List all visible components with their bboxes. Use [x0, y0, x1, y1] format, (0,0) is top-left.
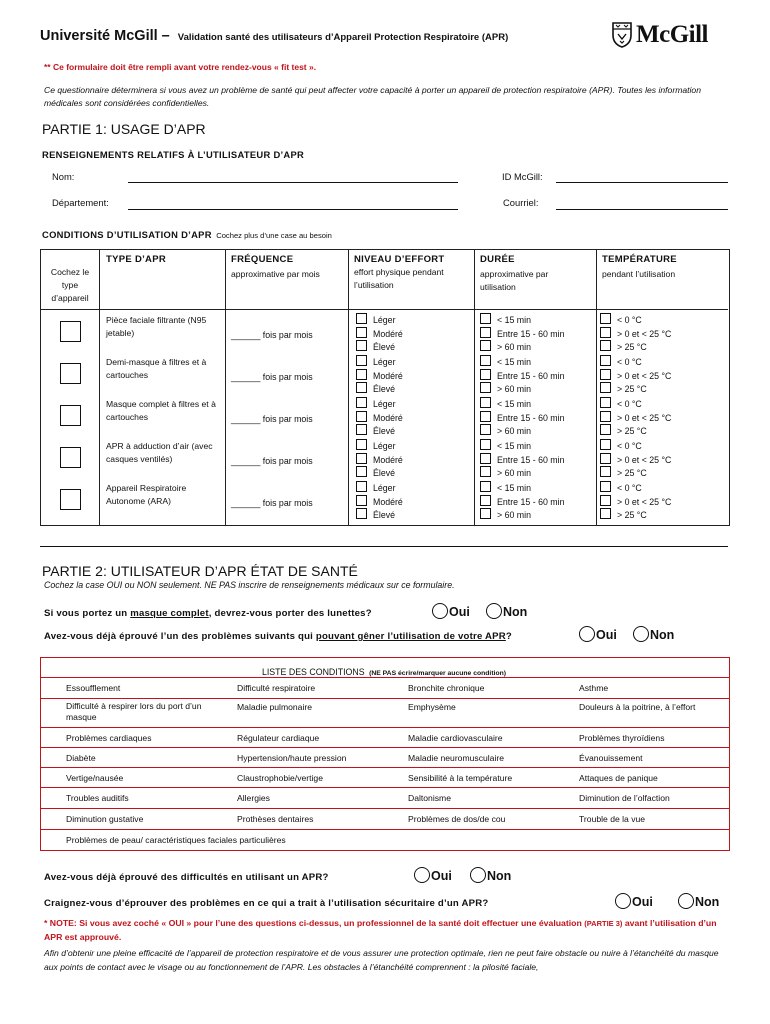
- conditions-header-label: LISTE DES CONDITIONS: [261, 667, 365, 677]
- temperature-checkbox[interactable]: [600, 453, 611, 464]
- effort-label: Léger: [373, 441, 396, 451]
- q3-oui-option[interactable]: [414, 867, 452, 885]
- q1-oui-radio[interactable]: [432, 603, 448, 619]
- duree-option[interactable]: [480, 466, 531, 481]
- condition-item: Bronchite chronique: [408, 683, 485, 693]
- effort-label: Léger: [373, 483, 396, 493]
- effort-option[interactable]: [356, 382, 395, 397]
- frequency-field[interactable]: ______ fois par mois: [231, 330, 313, 340]
- q4-non-radio[interactable]: [678, 893, 694, 909]
- device-type-label: Masque complet à filtres et à cartouches: [106, 399, 216, 422]
- duree-checkbox[interactable]: [480, 397, 491, 408]
- col-type: TYPE D’APR: [106, 254, 167, 265]
- effort-label: Modéré: [373, 496, 403, 507]
- condition-item: Diminution gustative: [66, 814, 144, 824]
- condition-item: Essoufflement: [66, 683, 121, 693]
- duree-label: Entre 15 - 60 min: [497, 454, 565, 465]
- condition-item: Trouble de la vue: [579, 814, 646, 824]
- effort-option[interactable]: [356, 495, 403, 510]
- form-title: [40, 28, 508, 44]
- q2-non-label: Non: [650, 628, 675, 642]
- frequency-field[interactable]: ______ fois par mois: [231, 414, 313, 424]
- conditions-table-header: [40, 662, 728, 680]
- temperature-option[interactable]: [600, 369, 671, 384]
- duree-label: > 60 min: [497, 468, 531, 478]
- note-main: * NOTE: Si vous avez coché « OUI » pour l’une des questions ci-dessus, un professionnel de la santé doit effectuer une évaluation: [44, 918, 582, 928]
- dept-field[interactable]: [128, 209, 458, 210]
- mcgill-crest-icon: [612, 22, 632, 48]
- device-checkbox[interactable]: [60, 405, 81, 426]
- user-info-heading: RENSEIGNEMENTS RELATIFS À L’UTILISATEUR D’APR: [42, 149, 305, 160]
- duree-label: Entre 15 - 60 min: [497, 328, 565, 339]
- effort-option[interactable]: [356, 439, 396, 454]
- duree-label: > 60 min: [497, 426, 531, 436]
- duree-label: < 15 min: [497, 357, 531, 367]
- nom-field[interactable]: [128, 182, 458, 183]
- duree-checkbox[interactable]: [480, 481, 491, 492]
- temperature-checkbox[interactable]: [600, 411, 611, 422]
- temperature-label: < 0 °C: [617, 483, 642, 493]
- temperature-checkbox[interactable]: [600, 424, 611, 435]
- effort-option[interactable]: [356, 481, 396, 496]
- temperature-label: < 0 °C: [617, 399, 642, 409]
- condition-item: Prothèses dentaires: [237, 814, 314, 824]
- device-checkbox[interactable]: [60, 321, 81, 342]
- effort-label: Léger: [373, 315, 396, 325]
- conditions-header-note: (NE PAS écrire/marquer aucune condition): [369, 670, 507, 677]
- question-problems: [44, 631, 512, 642]
- temperature-label: > 25 °C: [617, 384, 647, 394]
- q2-non-option[interactable]: [633, 626, 674, 644]
- temperature-checkbox[interactable]: [600, 327, 611, 338]
- duree-option[interactable]: [480, 439, 531, 454]
- effort-label: Élevé: [373, 426, 396, 436]
- duree-checkbox[interactable]: [480, 313, 491, 324]
- col-frequence-sub: approximative par mois: [231, 269, 320, 279]
- temperature-checkbox[interactable]: [600, 481, 611, 492]
- temperature-checkbox[interactable]: [600, 439, 611, 450]
- effort-label: Modéré: [373, 328, 403, 339]
- condition-item: Allergies: [237, 793, 270, 803]
- effort-option[interactable]: [356, 313, 396, 328]
- duree-option[interactable]: [480, 424, 531, 439]
- effort-checkbox[interactable]: [356, 382, 367, 393]
- duree-option[interactable]: [480, 495, 564, 510]
- temperature-label: > 0 et < 25 °C: [617, 412, 672, 423]
- q2-oui-radio[interactable]: [579, 626, 595, 642]
- frequency-field[interactable]: ______ fois par mois: [231, 498, 313, 508]
- effort-option[interactable]: [356, 327, 403, 342]
- duree-option[interactable]: [480, 481, 531, 496]
- effort-label: Modéré: [373, 412, 403, 423]
- conditions-title: CONDITIONS D’UTILISATION D’APR: [42, 229, 212, 240]
- q1-text-underlined: masque complet: [130, 608, 209, 619]
- condition-item: Troubles auditifs: [66, 793, 129, 803]
- q2-non-radio[interactable]: [633, 626, 649, 642]
- effort-option[interactable]: [356, 424, 395, 439]
- effort-option[interactable]: [356, 355, 396, 370]
- temperature-label: > 0 et < 25 °C: [617, 328, 672, 339]
- col-temperature: TEMPÉRATURE: [602, 254, 677, 265]
- effort-checkbox[interactable]: [356, 369, 367, 380]
- effort-checkbox[interactable]: [356, 327, 367, 338]
- duree-checkbox[interactable]: [480, 466, 491, 477]
- duree-checkbox[interactable]: [480, 340, 491, 351]
- temperature-label: > 25 °C: [617, 510, 647, 520]
- condition-item: Problèmes thyroïdiens: [579, 733, 665, 743]
- col-effort: NIVEAU D’EFFORT: [354, 254, 445, 265]
- effort-checkbox[interactable]: [356, 466, 367, 477]
- dept-label: Département:: [52, 197, 109, 208]
- duree-checkbox[interactable]: [480, 411, 491, 422]
- q2-text-post: ?: [505, 631, 512, 642]
- effort-checkbox[interactable]: [356, 453, 367, 464]
- temperature-option[interactable]: [600, 397, 642, 412]
- effort-label: Modéré: [373, 370, 403, 381]
- duree-checkbox[interactable]: [480, 439, 491, 450]
- col-duree: DURÉE: [480, 254, 515, 265]
- effort-option[interactable]: [356, 369, 403, 384]
- temperature-checkbox[interactable]: [600, 508, 611, 519]
- q3-oui-radio[interactable]: [414, 867, 430, 883]
- duree-label: Entre 15 - 60 min: [497, 496, 565, 507]
- effort-label: Léger: [373, 357, 396, 367]
- effort-option[interactable]: [356, 411, 403, 426]
- id-label: ID McGill:: [502, 171, 543, 182]
- duree-label: > 60 min: [497, 342, 531, 352]
- question-glasses: [44, 608, 372, 619]
- temperature-option[interactable]: [600, 327, 671, 342]
- duree-label: < 15 min: [497, 399, 531, 409]
- effort-checkbox[interactable]: [356, 495, 367, 506]
- part2-title: PARTIE 2: UTILISATEUR D’APR ÉTAT DE SANTÉ: [42, 563, 358, 579]
- q3-non-label: Non: [487, 869, 512, 883]
- temperature-checkbox[interactable]: [600, 495, 611, 506]
- q2-text-pre: Avez-vous déjà éprouvé l’un des problèmes suivants qui: [44, 631, 316, 642]
- logo-wordmark: McGill: [636, 21, 708, 48]
- duree-option[interactable]: [480, 327, 564, 342]
- condition-item: Sensibilité à la température: [408, 773, 513, 783]
- form-subtitle: Validation santé des utilisateurs d’Appareil Protection Respiratoire (APR): [177, 32, 509, 43]
- condition-item: Problèmes de dos/de cou: [408, 814, 506, 824]
- condition-item: Attaques de panique: [579, 773, 658, 783]
- duree-option[interactable]: [480, 369, 564, 384]
- q4-non-label: Non: [695, 895, 720, 909]
- duree-option[interactable]: [480, 411, 564, 426]
- q1-text-pre: Si vous portez un: [44, 608, 131, 619]
- condition-item: Douleurs à la poitrine, à l’effort: [579, 702, 696, 712]
- condition-item: Difficulté à respirer lors du port d’un masque: [66, 701, 202, 722]
- condition-item: Emphysème: [408, 702, 456, 712]
- duree-label: Entre 15 - 60 min: [497, 412, 565, 423]
- university-name: Université McGill –: [40, 28, 174, 44]
- courriel-field[interactable]: [556, 209, 728, 210]
- device-type-label: Pièce faciale filtrante (N95 jetable): [106, 315, 207, 338]
- condition-item: Problèmes cardiaques: [66, 733, 152, 743]
- device-checkbox[interactable]: [60, 447, 81, 468]
- q1-oui-label: Oui: [449, 605, 470, 619]
- temperature-label: > 0 et < 25 °C: [617, 454, 672, 465]
- q4-oui-label: Oui: [632, 895, 653, 909]
- effort-option[interactable]: [356, 453, 403, 468]
- duree-label: > 60 min: [497, 384, 531, 394]
- temperature-option[interactable]: [600, 466, 647, 481]
- effort-checkbox[interactable]: [356, 439, 367, 450]
- q2-oui-option[interactable]: [579, 626, 617, 644]
- temperature-checkbox[interactable]: [600, 466, 611, 477]
- conditions-heading: [42, 225, 332, 243]
- temperature-option[interactable]: [600, 411, 671, 426]
- duree-checkbox[interactable]: [480, 382, 491, 393]
- effort-checkbox[interactable]: [356, 313, 367, 324]
- duree-checkbox[interactable]: [480, 369, 491, 380]
- temperature-checkbox[interactable]: [600, 340, 611, 351]
- effort-checkbox[interactable]: [356, 397, 367, 408]
- effort-checkbox[interactable]: [356, 481, 367, 492]
- duree-label: < 15 min: [497, 315, 531, 325]
- duree-option[interactable]: [480, 313, 531, 328]
- final-paragraph: Afin d’obtenir une pleine efficacité de l’appareil de protection respiratoire et de vous assurer une protection optimale, rien ne peut faire obstacle ou nuire à l’étanchéité du masque aux points de contact avec le visage ou au fonctionnement de l’APR. Les obstacles à l’étanchéité comprennent : la pilosité faciale,: [44, 948, 719, 972]
- condition-item: Évanouissement: [579, 753, 643, 763]
- temperature-label: < 0 °C: [617, 315, 642, 325]
- condition-item: Maladie cardiovasculaire: [408, 733, 503, 743]
- effort-checkbox[interactable]: [356, 508, 367, 519]
- condition-item: Maladie pulmonaire: [237, 702, 312, 712]
- q4-oui-radio[interactable]: [615, 893, 631, 909]
- condition-item: Daltonisme: [408, 793, 451, 803]
- condition-item: Claustrophobie/vertige: [237, 773, 323, 783]
- duree-checkbox[interactable]: [480, 327, 491, 338]
- q3-non-option[interactable]: [470, 867, 511, 885]
- effort-option[interactable]: [356, 508, 395, 523]
- q1-oui-option[interactable]: [432, 603, 470, 621]
- condition-item-last: Problèmes de peau/ caractéristiques faciales particulières: [66, 835, 286, 845]
- effort-option[interactable]: [356, 466, 395, 481]
- duree-option[interactable]: [480, 340, 531, 355]
- q3-non-radio[interactable]: [470, 867, 486, 883]
- id-field[interactable]: [556, 182, 728, 183]
- notice-text: ** Ce formulaire doit être rempli avant votre rendez-vous « fit test ».: [44, 62, 317, 72]
- q1-non-option[interactable]: [486, 603, 527, 621]
- duree-checkbox[interactable]: [480, 508, 491, 519]
- question-fears: Craignez-vous d’éprouver des problèmes en ce qui a trait à l’utilisation sécuritaire d’un APR?: [44, 898, 489, 909]
- temperature-label: > 0 et < 25 °C: [617, 370, 672, 381]
- temperature-option[interactable]: [600, 424, 647, 439]
- effort-checkbox[interactable]: [356, 411, 367, 422]
- effort-label: Élevé: [373, 384, 396, 394]
- temperature-label: < 0 °C: [617, 441, 642, 451]
- temperature-option[interactable]: [600, 340, 647, 355]
- duree-label: > 60 min: [497, 510, 531, 520]
- duree-option[interactable]: [480, 397, 531, 412]
- note-end: avant l’utilisation d’un APR est approuvé.: [44, 918, 717, 942]
- device-checkbox[interactable]: [60, 363, 81, 384]
- duree-option[interactable]: [480, 453, 564, 468]
- effort-checkbox[interactable]: [356, 340, 367, 351]
- temperature-checkbox[interactable]: [600, 369, 611, 380]
- condition-item: Régulateur cardiaque: [237, 733, 320, 743]
- effort-label: Élevé: [373, 468, 396, 478]
- device-type-label: Appareil Respiratoire Autonome (ARA): [106, 483, 187, 506]
- device-type-label: Demi-masque à filtres et à cartouches: [106, 357, 207, 380]
- duree-label: Entre 15 - 60 min: [497, 370, 565, 381]
- condition-item: Difficulté respiratoire: [237, 683, 316, 693]
- temperature-checkbox[interactable]: [600, 313, 611, 324]
- condition-item: Vertige/nausée: [66, 773, 124, 783]
- conditions-hint: Cochez plus d’une case au besoin: [216, 231, 332, 240]
- question-difficulties: Avez-vous déjà éprouvé des difficultés en utilisant un APR?: [44, 872, 329, 883]
- frequency-field[interactable]: ______ fois par mois: [231, 372, 313, 382]
- q1-non-radio[interactable]: [486, 603, 502, 619]
- duree-checkbox[interactable]: [480, 453, 491, 464]
- q2-text-underlined: pouvant gêner l’utilisation de votre APR: [315, 631, 506, 642]
- effort-option[interactable]: [356, 397, 396, 412]
- col-duree-sub: approximative par utilisation: [480, 269, 549, 292]
- temperature-label: < 0 °C: [617, 357, 642, 367]
- intro-text: Ce questionnaire déterminera si vous avez un problème de santé qui peut affecter votre capacité à porter un appareil de protection respiratoire (APR). Toutes les information médicales sont considérées confidentielles.: [44, 85, 701, 108]
- mcgill-logo: [612, 18, 730, 52]
- temperature-option[interactable]: [600, 508, 647, 523]
- duree-label: < 15 min: [497, 483, 531, 493]
- temperature-label: > 25 °C: [617, 426, 647, 436]
- temperature-option[interactable]: [600, 481, 642, 496]
- temperature-checkbox[interactable]: [600, 397, 611, 408]
- effort-label: Modéré: [373, 454, 403, 465]
- temperature-checkbox[interactable]: [600, 355, 611, 366]
- col-frequence: FRÉQUENCE: [231, 254, 294, 265]
- frequency-field[interactable]: ______ fois par mois: [231, 456, 313, 466]
- q1-non-label: Non: [503, 605, 528, 619]
- q1-text-post: , devrez-vous porter des lunettes?: [208, 608, 372, 619]
- temperature-label: > 0 et < 25 °C: [617, 496, 672, 507]
- q3-oui-label: Oui: [431, 869, 452, 883]
- note-text: [44, 917, 734, 944]
- courriel-label: Courriel:: [503, 197, 539, 208]
- effort-option[interactable]: [356, 340, 395, 355]
- temperature-label: > 25 °C: [617, 342, 647, 352]
- temperature-checkbox[interactable]: [600, 382, 611, 393]
- effort-checkbox[interactable]: [356, 355, 367, 366]
- effort-label: Élevé: [373, 510, 396, 520]
- temperature-label: > 25 °C: [617, 468, 647, 478]
- part1-title: PARTIE 1: USAGE D’APR: [42, 121, 206, 137]
- duree-label: < 15 min: [497, 441, 531, 451]
- condition-item: Diminution de l’olfaction: [579, 793, 670, 803]
- condition-item: Asthme: [579, 683, 609, 693]
- col-effort-sub: effort physique pendant l’utilisation: [354, 267, 444, 290]
- device-type-label: APR à adduction d’air (avec casques ventilés): [106, 441, 213, 464]
- temperature-option[interactable]: [600, 453, 671, 468]
- duree-checkbox[interactable]: [480, 424, 491, 435]
- effort-label: Léger: [373, 399, 396, 409]
- condition-item: Maladie neuromusculaire: [408, 753, 505, 763]
- duree-option[interactable]: [480, 382, 531, 397]
- q2-oui-label: Oui: [596, 628, 617, 642]
- temperature-option[interactable]: [600, 355, 642, 370]
- effort-checkbox[interactable]: [356, 424, 367, 435]
- duree-option[interactable]: [480, 355, 531, 370]
- temperature-option[interactable]: [600, 439, 642, 454]
- note-part3: (PARTIE 3): [584, 919, 623, 928]
- condition-item: Hypertension/haute pression: [237, 753, 347, 763]
- part2-instruction: Cochez la case OUI ou NON seulement. NE PAS inscrire de renseignements médicaux sur ce formulaire.: [44, 580, 455, 590]
- device-checkbox[interactable]: [60, 489, 81, 510]
- duree-option[interactable]: [480, 508, 531, 523]
- condition-item: Diabète: [66, 753, 96, 763]
- col-temperature-sub: pendant l’utilisation: [602, 269, 676, 279]
- duree-checkbox[interactable]: [480, 355, 491, 366]
- nom-label: Nom:: [52, 171, 75, 182]
- effort-label: Élevé: [373, 342, 396, 352]
- cochez-label: Cochez le type d’appareil: [50, 267, 90, 303]
- duree-checkbox[interactable]: [480, 495, 491, 506]
- temperature-option[interactable]: [600, 313, 642, 328]
- q4-oui-option[interactable]: [615, 893, 653, 911]
- temperature-option[interactable]: [600, 495, 671, 510]
- q4-non-option[interactable]: [678, 893, 719, 911]
- temperature-option[interactable]: [600, 382, 647, 397]
